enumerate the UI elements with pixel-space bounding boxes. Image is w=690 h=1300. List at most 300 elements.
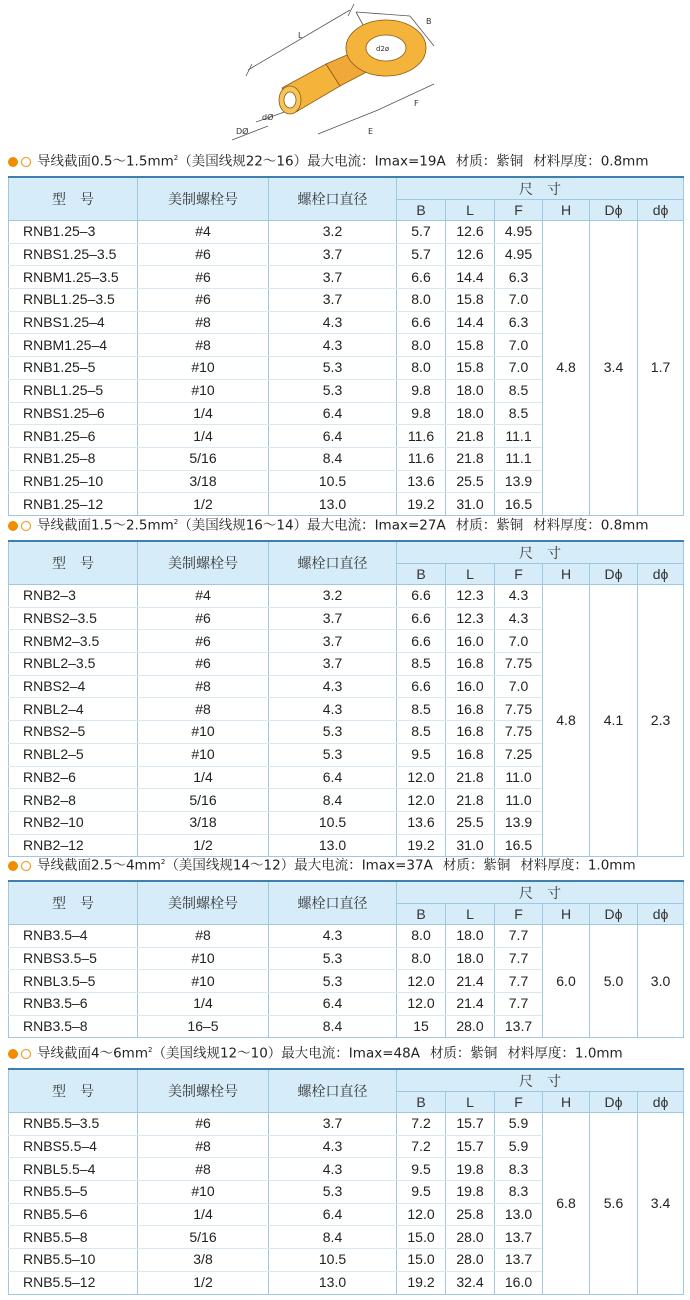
cell-model: RNBM2–3.5	[9, 630, 138, 653]
cell-f: 11.0	[495, 789, 543, 812]
cell-l: 15.8	[446, 289, 495, 312]
cell-hole: 8.4	[269, 447, 397, 470]
header-b: B	[397, 200, 446, 221]
title-material: 材质：紫铜	[455, 153, 524, 170]
header-hole: 螺栓口直径	[269, 1069, 397, 1113]
header-dimensions: 尺 寸	[397, 177, 684, 200]
cell-model: RNB1.25–3	[9, 221, 138, 244]
cell-l: 19.8	[446, 1181, 495, 1204]
cell-b: 8.0	[397, 947, 446, 970]
cell-l: 31.0	[446, 834, 495, 857]
cell-hole: 8.4	[269, 1226, 397, 1249]
spec-table	[8, 176, 684, 516]
cell-h: 4.8	[543, 221, 590, 516]
cell-model: RNBL1.25–3.5	[9, 289, 138, 312]
cell-hole: 8.4	[269, 789, 397, 812]
header-model: 型 号	[9, 881, 138, 925]
cell-b: 5.7	[397, 243, 446, 266]
title-cross-section: 导线截面2.5～4mm	[37, 857, 161, 874]
cell-model: RNB5.5–5	[9, 1181, 138, 1204]
cell-bolt: #10	[138, 357, 269, 380]
cell-model: RNBS2–5	[9, 721, 138, 744]
cell-hole: 8.4	[269, 1015, 397, 1038]
header-hole: 螺栓口直径	[269, 881, 397, 925]
cell-hole: 13.0	[269, 834, 397, 857]
cell-b: 6.6	[397, 607, 446, 630]
cell-f: 7.75	[495, 653, 543, 676]
cell-inner-dia: 2.3	[638, 585, 684, 857]
cell-bolt: 1/4	[138, 402, 269, 425]
cell-bolt: #6	[138, 607, 269, 630]
spec-table	[8, 1068, 684, 1295]
ring-dot-icon	[21, 1049, 31, 1059]
cell-hole: 10.5	[269, 1249, 397, 1272]
cell-b: 8.5	[397, 653, 446, 676]
cell-model: RNB2–8	[9, 789, 138, 812]
cell-model: RNB3.5–4	[9, 925, 138, 948]
cell-f: 5.9	[495, 1135, 543, 1158]
title-cross-section: 导线截面1.5～2.5mm	[37, 517, 174, 534]
cell-f: 13.7	[495, 1226, 543, 1249]
cell-b: 11.6	[397, 425, 446, 448]
cell-hole: 3.7	[269, 243, 397, 266]
cell-b: 6.6	[397, 675, 446, 698]
cell-bolt: #8	[138, 1158, 269, 1181]
header-d: dϕ	[638, 200, 684, 221]
header-hole: 螺栓口直径	[269, 177, 397, 221]
cell-f: 6.3	[495, 311, 543, 334]
cell-f: 11.1	[495, 447, 543, 470]
cell-model: RNB2–3	[9, 585, 138, 608]
cell-f: 13.0	[495, 1203, 543, 1226]
header-hole: 螺栓口直径	[269, 541, 397, 585]
cell-f: 13.7	[495, 1015, 543, 1038]
cell-model: RNB2–6	[9, 766, 138, 789]
header-bolt: 美制螺栓号	[138, 881, 269, 925]
label-E: E	[368, 127, 374, 136]
cell-b: 12.0	[397, 766, 446, 789]
cell-bolt: 5/16	[138, 1226, 269, 1249]
cell-hole: 10.5	[269, 811, 397, 834]
label-D: DØ	[236, 127, 249, 136]
cell-b: 8.0	[397, 289, 446, 312]
cell-hole: 3.7	[269, 653, 397, 676]
title-superscript: 2	[173, 518, 179, 526]
cell-f: 4.3	[495, 585, 543, 608]
cell-l: 28.0	[446, 1249, 495, 1272]
cell-model: RNB5.5–10	[9, 1249, 138, 1272]
cell-model: RNBL2–3.5	[9, 653, 138, 676]
cell-model: RNBL5.5–4	[9, 1158, 138, 1181]
cell-f: 7.25	[495, 743, 543, 766]
cell-f: 7.75	[495, 721, 543, 744]
cell-l: 18.0	[446, 379, 495, 402]
cell-bolt: #8	[138, 311, 269, 334]
title-gauge-current: （美国线规12～10）最大电流：Imax=48A	[152, 1045, 420, 1062]
header-bolt: 美制螺栓号	[138, 1069, 269, 1113]
cell-l: 15.7	[446, 1135, 495, 1158]
section-title	[8, 512, 648, 532]
cell-l: 12.3	[446, 607, 495, 630]
cell-bolt: #10	[138, 970, 269, 993]
cell-f: 7.0	[495, 334, 543, 357]
cell-hole: 4.3	[269, 1135, 397, 1158]
label-F: F	[414, 99, 419, 108]
title-thickness: 材料厚度：0.8mm	[533, 153, 649, 170]
header-dimensions: 尺 寸	[397, 1069, 684, 1092]
cell-bolt: 16–5	[138, 1015, 269, 1038]
spec-table	[8, 880, 684, 1038]
cell-b: 8.0	[397, 357, 446, 380]
cell-hole: 3.2	[269, 221, 397, 244]
header-model: 型 号	[9, 177, 138, 221]
header-d: dϕ	[638, 564, 684, 585]
cell-model: RNBS5.5–4	[9, 1135, 138, 1158]
cell-inner-dia: 1.7	[638, 221, 684, 516]
cell-f: 7.0	[495, 675, 543, 698]
cell-hole: 4.3	[269, 925, 397, 948]
cell-bolt: 1/4	[138, 1203, 269, 1226]
cell-bolt: 5/16	[138, 789, 269, 812]
header-bolt: 美制螺栓号	[138, 177, 269, 221]
cell-b: 9.8	[397, 379, 446, 402]
cell-l: 18.0	[446, 925, 495, 948]
cell-f: 4.95	[495, 221, 543, 244]
cell-b: 19.2	[397, 493, 446, 516]
cell-b: 8.0	[397, 334, 446, 357]
header-l: L	[446, 1092, 495, 1113]
cell-l: 16.8	[446, 698, 495, 721]
cell-bolt: #10	[138, 379, 269, 402]
cell-hole: 13.0	[269, 1271, 397, 1294]
cell-model: RNB3.5–6	[9, 993, 138, 1016]
cell-l: 25.8	[446, 1203, 495, 1226]
title-superscript: 2	[147, 1046, 153, 1054]
cell-hole: 6.4	[269, 1203, 397, 1226]
cell-bolt: 1/4	[138, 425, 269, 448]
cell-b: 8.5	[397, 721, 446, 744]
header-h: H	[543, 564, 590, 585]
cell-l: 12.6	[446, 221, 495, 244]
cell-model: RNBL2–4	[9, 698, 138, 721]
cell-b: 13.6	[397, 811, 446, 834]
cell-l: 28.0	[446, 1015, 495, 1038]
cell-hole: 3.7	[269, 289, 397, 312]
cell-bolt: 1/4	[138, 993, 269, 1016]
cell-b: 7.2	[397, 1113, 446, 1136]
section-title	[8, 852, 636, 872]
header-f: F	[495, 564, 543, 585]
header-f: F	[495, 904, 543, 925]
cell-model: RNB3.5–8	[9, 1015, 138, 1038]
cell-bolt: #10	[138, 743, 269, 766]
table-row	[9, 925, 684, 948]
cell-model: RNB1.25–10	[9, 470, 138, 493]
cell-b: 6.6	[397, 585, 446, 608]
header-l: L	[446, 200, 495, 221]
cell-l: 15.8	[446, 334, 495, 357]
cell-l: 32.4	[446, 1271, 495, 1294]
cell-hole: 4.3	[269, 675, 397, 698]
cell-bolt: #8	[138, 334, 269, 357]
label-B: B	[426, 17, 432, 26]
cell-bolt: #8	[138, 698, 269, 721]
cell-hole: 3.7	[269, 266, 397, 289]
cell-f: 7.75	[495, 698, 543, 721]
cell-hole: 4.3	[269, 334, 397, 357]
cell-b: 12.0	[397, 970, 446, 993]
cell-hole: 6.4	[269, 402, 397, 425]
cell-b: 8.5	[397, 698, 446, 721]
cell-hole: 5.3	[269, 743, 397, 766]
ring-dot-icon	[21, 521, 31, 531]
cell-f: 5.9	[495, 1113, 543, 1136]
header-d: Dϕ	[590, 200, 638, 221]
cell-bolt: 3/18	[138, 811, 269, 834]
cell-bolt: 5/16	[138, 447, 269, 470]
cell-hole: 6.4	[269, 993, 397, 1016]
cell-model: RNB5.5–3.5	[9, 1113, 138, 1136]
cell-bolt: 3/18	[138, 470, 269, 493]
filled-dot-icon	[8, 157, 18, 167]
cell-f: 7.7	[495, 947, 543, 970]
cell-l: 14.4	[446, 311, 495, 334]
cell-model: RNB1.25–5	[9, 357, 138, 380]
cell-hole: 5.3	[269, 721, 397, 744]
cell-f: 16.0	[495, 1271, 543, 1294]
title-material: 材质：紫铜	[442, 857, 511, 874]
cell-model: RNBL1.25–5	[9, 379, 138, 402]
cell-bolt: #6	[138, 653, 269, 676]
cell-bolt: 1/2	[138, 493, 269, 516]
cell-bolt: #8	[138, 1135, 269, 1158]
cell-model: RNB1.25–12	[9, 493, 138, 516]
cell-l: 16.8	[446, 653, 495, 676]
cell-f: 7.0	[495, 289, 543, 312]
cell-hole: 5.3	[269, 970, 397, 993]
ring-dot-icon	[21, 157, 31, 167]
cell-model: RNB2–12	[9, 834, 138, 857]
cell-f: 8.3	[495, 1158, 543, 1181]
cell-hole: 6.4	[269, 425, 397, 448]
header-f: F	[495, 200, 543, 221]
cell-bolt: #6	[138, 630, 269, 653]
cell-hole: 3.7	[269, 630, 397, 653]
cell-outer-dia: 3.4	[590, 221, 638, 516]
cell-l: 19.8	[446, 1158, 495, 1181]
filled-dot-icon	[8, 1049, 18, 1059]
cell-b: 6.6	[397, 311, 446, 334]
cell-model: RNBS3.5–5	[9, 947, 138, 970]
cell-l: 12.3	[446, 585, 495, 608]
title-gauge-current: （美国线规14～12）最大电流：Imax=37A	[165, 857, 433, 874]
header-h: H	[543, 904, 590, 925]
table-row	[9, 1113, 684, 1136]
cell-f: 16.5	[495, 834, 543, 857]
filled-dot-icon	[8, 521, 18, 531]
cell-bolt: #10	[138, 721, 269, 744]
header-d: dϕ	[638, 904, 684, 925]
cell-bolt: #8	[138, 925, 269, 948]
cell-model: RNB2–10	[9, 811, 138, 834]
header-h: H	[543, 1092, 590, 1113]
header-l: L	[446, 564, 495, 585]
cell-outer-dia: 4.1	[590, 585, 638, 857]
cell-b: 12.0	[397, 1203, 446, 1226]
cell-b: 9.5	[397, 1181, 446, 1204]
title-material: 材质：紫铜	[429, 1045, 498, 1062]
header-l: L	[446, 904, 495, 925]
cell-b: 15.0	[397, 1249, 446, 1272]
cell-model: RNBM1.25–4	[9, 334, 138, 357]
cell-bolt: #10	[138, 1181, 269, 1204]
cell-hole: 5.3	[269, 379, 397, 402]
cell-bolt: 1/2	[138, 1271, 269, 1294]
cell-hole: 3.2	[269, 585, 397, 608]
cell-model: RNBS1.25–6	[9, 402, 138, 425]
cell-f: 16.5	[495, 493, 543, 516]
header-b: B	[397, 904, 446, 925]
cell-l: 21.4	[446, 970, 495, 993]
cell-model: RNBL2–5	[9, 743, 138, 766]
cell-bolt: #6	[138, 243, 269, 266]
cell-f: 8.5	[495, 402, 543, 425]
ring-terminal-diagram	[228, 2, 468, 142]
title-superscript: 2	[173, 154, 179, 162]
cell-f: 7.7	[495, 970, 543, 993]
cell-f: 13.9	[495, 811, 543, 834]
cell-l: 21.8	[446, 766, 495, 789]
cell-l: 16.0	[446, 630, 495, 653]
cell-model: RNBS1.25–4	[9, 311, 138, 334]
spec-table	[8, 540, 684, 857]
label-d: dØ	[262, 113, 274, 122]
cell-l: 18.0	[446, 402, 495, 425]
title-thickness: 材料厚度：1.0mm	[520, 857, 636, 874]
cell-hole: 5.3	[269, 947, 397, 970]
cell-outer-dia: 5.6	[590, 1113, 638, 1295]
cell-bolt: #6	[138, 289, 269, 312]
cell-bolt: 1/4	[138, 766, 269, 789]
cell-b: 9.5	[397, 1158, 446, 1181]
cell-b: 9.5	[397, 743, 446, 766]
header-d: Dϕ	[590, 1092, 638, 1113]
cell-model: RNBS2–3.5	[9, 607, 138, 630]
cell-l: 31.0	[446, 493, 495, 516]
cell-model: RNB1.25–8	[9, 447, 138, 470]
cell-h: 4.8	[543, 585, 590, 857]
cell-inner-dia: 3.4	[638, 1113, 684, 1295]
table-row	[9, 585, 684, 608]
cell-model: RNBM1.25–3.5	[9, 266, 138, 289]
cell-model: RNB5.5–6	[9, 1203, 138, 1226]
cell-l: 25.5	[446, 811, 495, 834]
cell-h: 6.0	[543, 925, 590, 1038]
cell-b: 19.2	[397, 1271, 446, 1294]
cell-b: 12.0	[397, 993, 446, 1016]
header-f: F	[495, 1092, 543, 1113]
cell-l: 16.8	[446, 721, 495, 744]
cell-f: 7.7	[495, 993, 543, 1016]
cell-f: 8.3	[495, 1181, 543, 1204]
cell-b: 6.6	[397, 630, 446, 653]
cell-l: 18.0	[446, 947, 495, 970]
header-b: B	[397, 564, 446, 585]
cell-outer-dia: 5.0	[590, 925, 638, 1038]
title-thickness: 材料厚度：0.8mm	[533, 517, 649, 534]
cell-b: 6.6	[397, 266, 446, 289]
section-title	[8, 1040, 623, 1060]
cell-bolt: #6	[138, 1113, 269, 1136]
cell-l: 21.4	[446, 993, 495, 1016]
table-row	[9, 221, 684, 244]
cell-bolt: #4	[138, 585, 269, 608]
cell-model: RNBS1.25–3.5	[9, 243, 138, 266]
cell-model: RNB5.5–8	[9, 1226, 138, 1249]
cell-hole: 3.7	[269, 1113, 397, 1136]
cell-bolt: 1/2	[138, 834, 269, 857]
cell-h: 6.8	[543, 1113, 590, 1295]
title-material: 材质：紫铜	[455, 517, 524, 534]
label-d2: d2ø	[376, 45, 390, 53]
header-d: Dϕ	[590, 564, 638, 585]
cell-f: 13.7	[495, 1249, 543, 1272]
cell-l: 16.0	[446, 675, 495, 698]
title-gauge-current: （美国线规16～14）最大电流：Imax=27A	[178, 517, 446, 534]
header-bolt: 美制螺栓号	[138, 541, 269, 585]
cell-hole: 4.3	[269, 698, 397, 721]
cell-hole: 4.3	[269, 1158, 397, 1181]
cell-f: 6.3	[495, 266, 543, 289]
header-d: dϕ	[638, 1092, 684, 1113]
cell-model: RNBL3.5–5	[9, 970, 138, 993]
cell-f: 4.95	[495, 243, 543, 266]
cell-l: 14.4	[446, 266, 495, 289]
header-dimensions: 尺 寸	[397, 541, 684, 564]
cell-inner-dia: 3.0	[638, 925, 684, 1038]
header-b: B	[397, 1092, 446, 1113]
cell-f: 7.0	[495, 630, 543, 653]
cell-b: 19.2	[397, 834, 446, 857]
cell-f: 11.0	[495, 766, 543, 789]
title-superscript: 2	[160, 858, 166, 866]
cell-f: 7.7	[495, 925, 543, 948]
cell-f: 7.0	[495, 357, 543, 380]
cell-bolt: 3/8	[138, 1249, 269, 1272]
cell-hole: 6.4	[269, 766, 397, 789]
section-title	[8, 148, 648, 168]
header-model: 型 号	[9, 541, 138, 585]
cell-model: RNBS2–4	[9, 675, 138, 698]
cell-f: 8.5	[495, 379, 543, 402]
cell-bolt: #8	[138, 675, 269, 698]
cell-bolt: #6	[138, 266, 269, 289]
cell-l: 25.5	[446, 470, 495, 493]
cell-l: 21.8	[446, 447, 495, 470]
cell-l: 15.7	[446, 1113, 495, 1136]
cell-l: 21.8	[446, 425, 495, 448]
ring-dot-icon	[21, 861, 31, 871]
cell-l: 21.8	[446, 789, 495, 812]
cell-hole: 5.3	[269, 1181, 397, 1204]
cell-b: 15	[397, 1015, 446, 1038]
cell-hole: 10.5	[269, 470, 397, 493]
cell-f: 13.9	[495, 470, 543, 493]
header-d: Dϕ	[590, 904, 638, 925]
cell-b: 7.2	[397, 1135, 446, 1158]
cell-b: 13.6	[397, 470, 446, 493]
cell-b: 11.6	[397, 447, 446, 470]
